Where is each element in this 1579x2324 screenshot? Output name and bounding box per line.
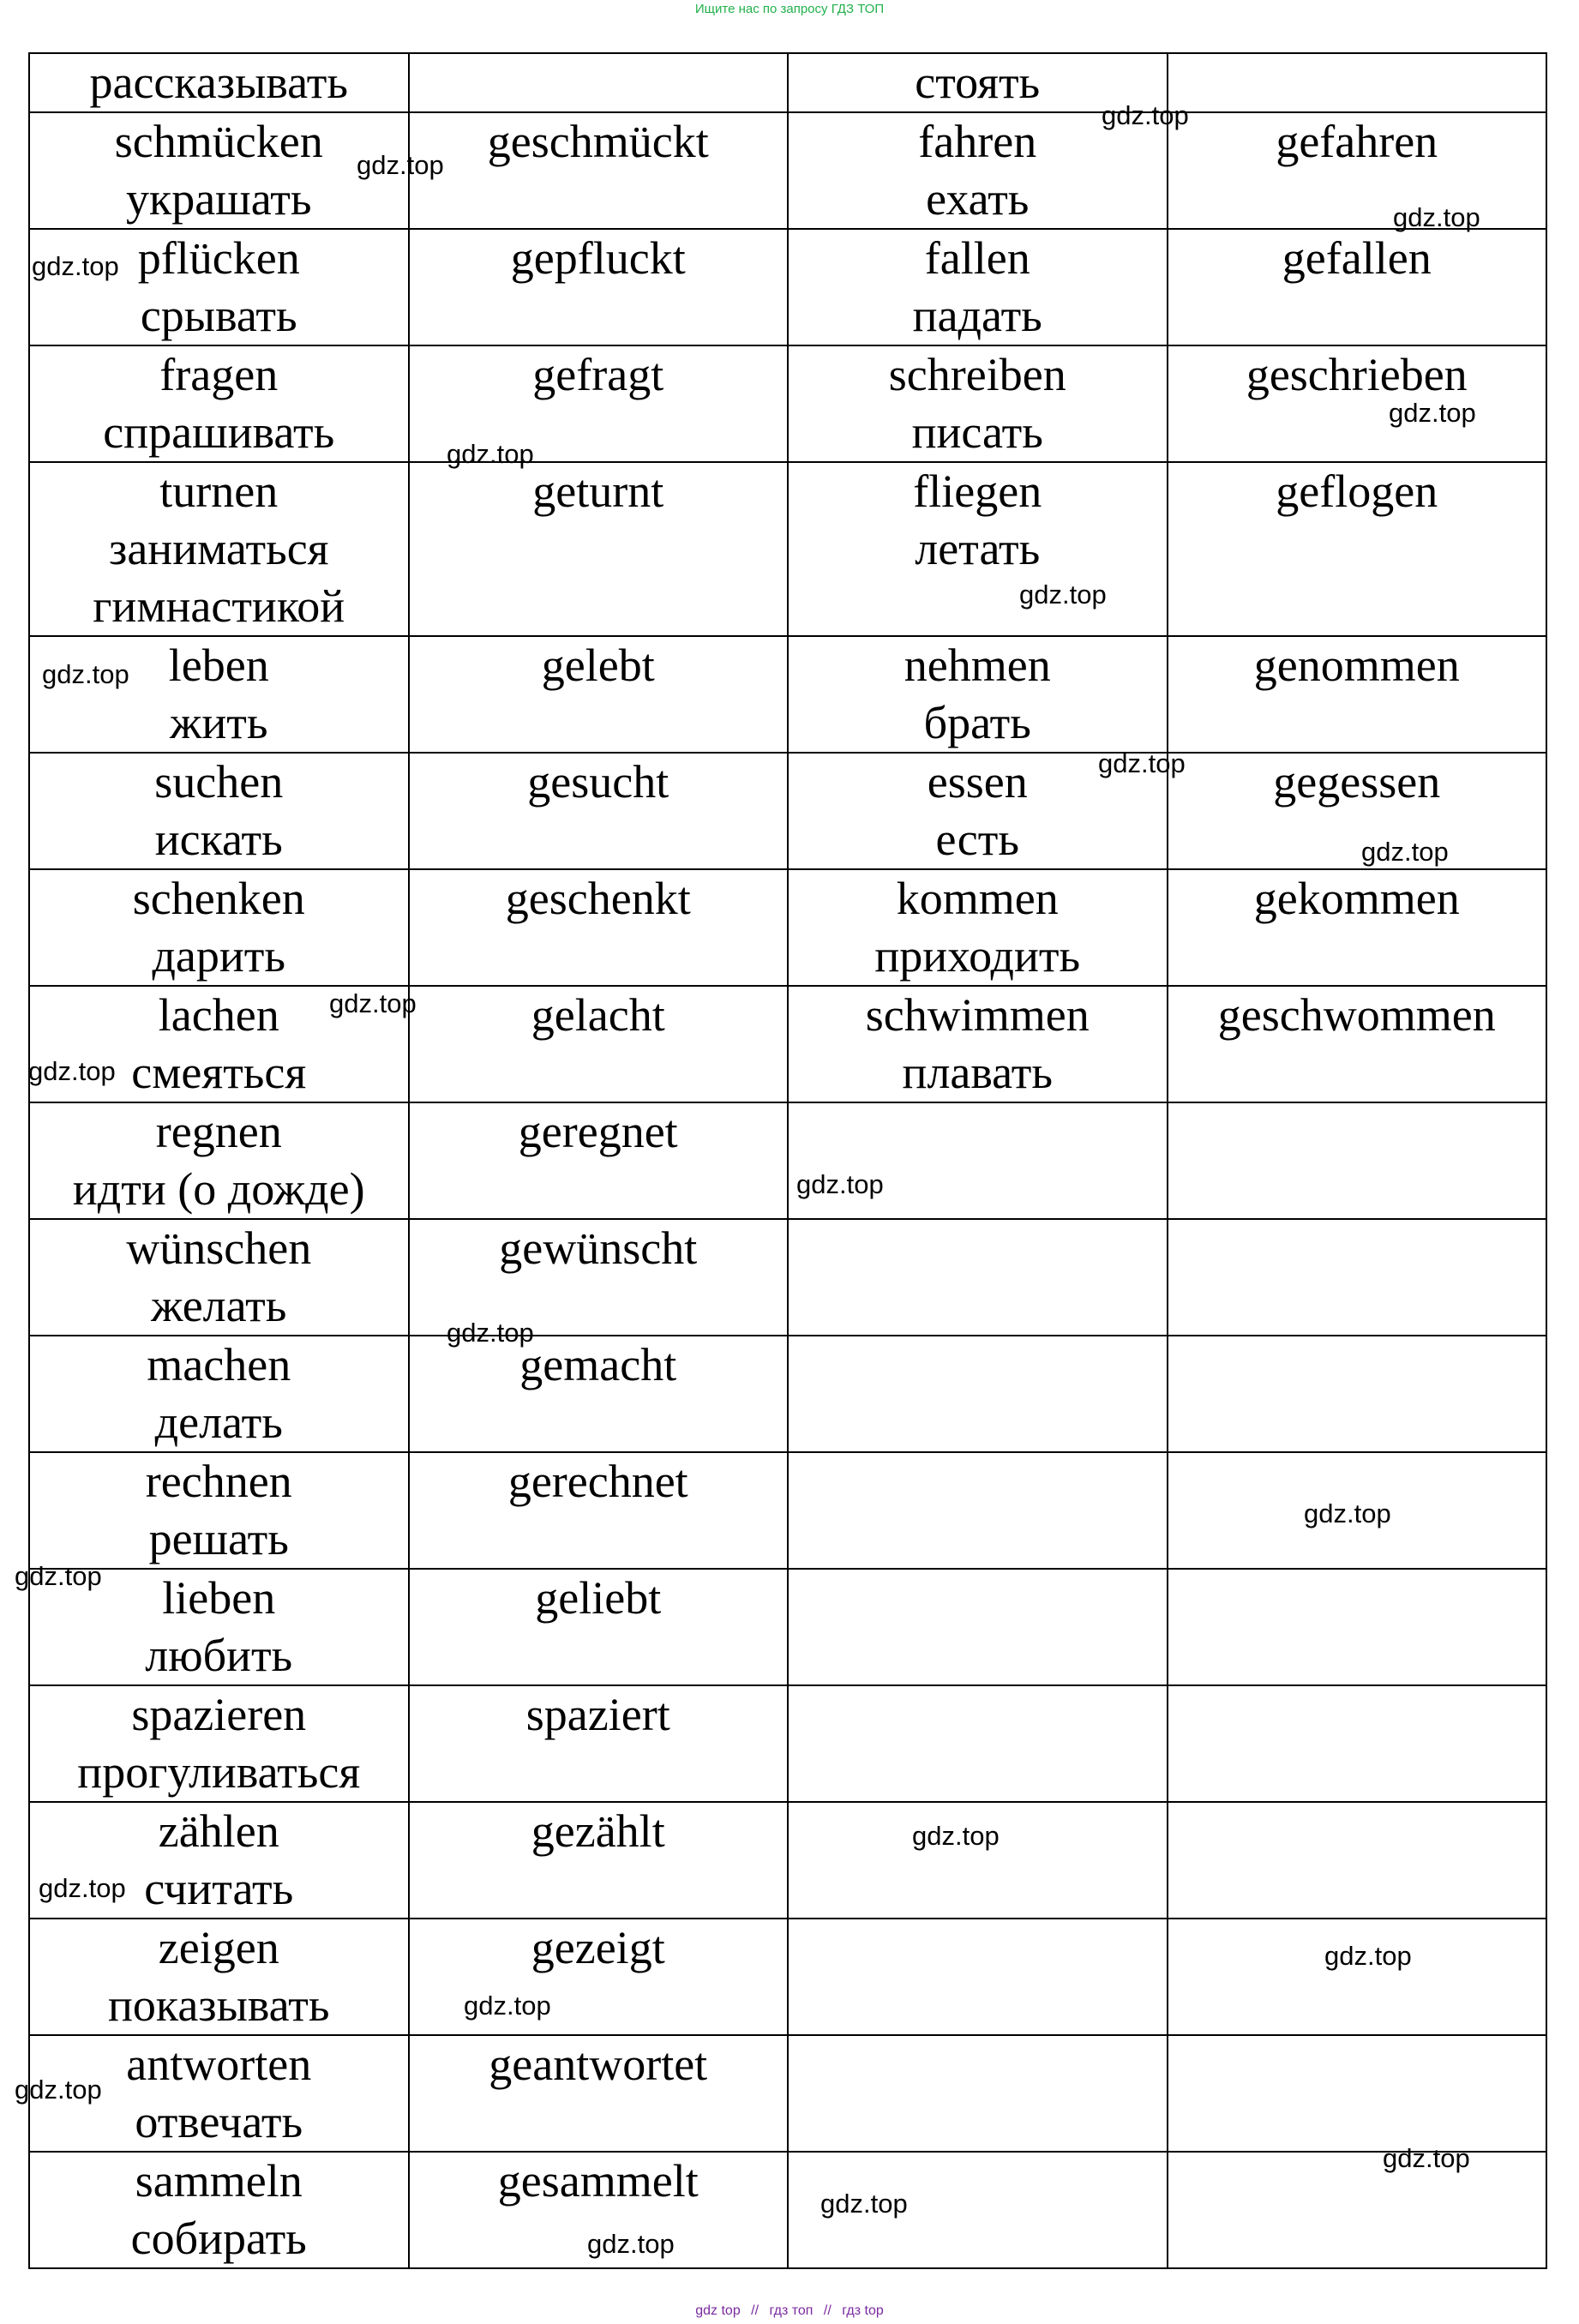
cell-line: показывать xyxy=(108,1979,330,2031)
table-row xyxy=(29,462,1546,636)
watermark: gdz.top xyxy=(447,439,534,469)
cell-line: прогуливаться xyxy=(77,1746,361,1798)
cell-line: гимнастикой xyxy=(93,580,345,632)
participle-cell xyxy=(409,1336,789,1452)
cell-line: geschrieben xyxy=(1246,349,1468,400)
cell-line: schreiben xyxy=(888,349,1066,400)
cell-line: стоять xyxy=(915,57,1041,108)
watermark: gdz.top xyxy=(329,988,417,1018)
cell-line: gekommen xyxy=(1253,873,1460,924)
footer-part: гдз top xyxy=(842,2303,884,2318)
infinitive-translation-cell xyxy=(788,1569,1168,1685)
participle-cell xyxy=(1168,1219,1547,1336)
table-row xyxy=(29,1219,1546,1336)
infinitive-translation-cell xyxy=(29,1102,409,1219)
infinitive-translation-cell xyxy=(29,1919,409,2035)
watermark: gdz.top xyxy=(1304,1498,1391,1528)
cell-line: украшать xyxy=(125,173,312,225)
participle-cell xyxy=(1168,636,1547,753)
cell-line: делать xyxy=(154,1396,283,1448)
table-row xyxy=(29,986,1546,1102)
table-row xyxy=(29,53,1546,112)
cell-line: wünschen xyxy=(126,1222,312,1274)
participle-cell xyxy=(409,53,789,112)
infinitive-translation-cell xyxy=(788,1919,1168,2035)
cell-line: gegessen xyxy=(1273,756,1441,808)
cell-line: gefahren xyxy=(1276,116,1438,167)
infinitive-translation-cell xyxy=(788,1336,1168,1452)
watermark: gdz.top xyxy=(28,1056,116,1086)
cell-line: рассказывать xyxy=(89,57,348,108)
cell-line: kommen xyxy=(896,873,1059,924)
cell-line: fliegen xyxy=(913,465,1042,517)
watermark: gdz.top xyxy=(447,1318,534,1348)
infinitive-translation-cell xyxy=(29,345,409,462)
infinitive-translation-cell xyxy=(29,2152,409,2268)
participle-cell xyxy=(1168,1802,1547,1919)
cell-line: machen xyxy=(147,1339,291,1390)
participle-cell xyxy=(1168,1919,1547,2035)
cell-line: spazieren xyxy=(131,1689,307,1740)
cell-line: gezählt xyxy=(531,1805,665,1857)
cell-line: turnen xyxy=(159,465,279,517)
watermark: gdz.top xyxy=(1393,202,1480,232)
cell-line: schmücken xyxy=(114,116,323,167)
cell-line: спрашивать xyxy=(103,406,335,458)
footer xyxy=(0,2301,1579,2321)
cell-line: sammeln xyxy=(135,2155,303,2207)
infinitive-translation-cell xyxy=(788,345,1168,462)
participle-cell xyxy=(1168,1102,1547,1219)
infinitive-translation-cell xyxy=(788,869,1168,986)
cell-line: дарить xyxy=(152,930,286,982)
cell-line: geschenkt xyxy=(505,873,691,924)
watermark: gdz.top xyxy=(1389,398,1476,428)
cell-line: regnen xyxy=(155,1106,282,1157)
participle-cell xyxy=(409,462,789,636)
cell-line: fahren xyxy=(918,116,1037,167)
footer-separator: // xyxy=(823,2303,832,2318)
cell-line: fallen xyxy=(924,232,1030,284)
watermark: gdz.top xyxy=(820,2189,908,2219)
infinitive-translation-cell xyxy=(29,1452,409,1569)
infinitive-translation-cell xyxy=(29,112,409,229)
infinitive-translation-cell xyxy=(788,1102,1168,1219)
cell-line: искать xyxy=(154,814,283,865)
participle-cell xyxy=(1168,1685,1547,1802)
infinitive-translation-cell xyxy=(788,986,1168,1102)
cell-line: geturnt xyxy=(532,465,664,517)
cell-line: gefallen xyxy=(1282,232,1432,284)
cell-line: любить xyxy=(145,1630,293,1681)
infinitive-translation-cell xyxy=(788,229,1168,345)
participle-cell xyxy=(409,1102,789,1219)
cell-line: rechnen xyxy=(145,1456,292,1507)
watermark: gdz.top xyxy=(15,1561,102,1591)
infinitive-translation-cell xyxy=(788,462,1168,636)
cell-line: падать xyxy=(912,290,1042,341)
cell-line: gewünscht xyxy=(499,1222,698,1274)
cell-line: geantwortet xyxy=(489,2039,708,2090)
cell-line: gerechnet xyxy=(507,1456,688,1507)
cell-line: geregnet xyxy=(518,1106,678,1157)
cell-line: смеяться xyxy=(131,1047,307,1098)
footer-part: гдз топ xyxy=(769,2303,814,2318)
cell-line: fragen xyxy=(159,349,279,400)
infinitive-translation-cell xyxy=(29,753,409,869)
infinitive-translation-cell xyxy=(29,53,409,112)
table-row xyxy=(29,229,1546,345)
participle-cell xyxy=(1168,869,1547,986)
participle-cell xyxy=(1168,753,1547,869)
participle-cell xyxy=(1168,345,1547,462)
watermark: gdz.top xyxy=(32,251,119,281)
cell-line: geflogen xyxy=(1276,465,1438,517)
verb-table xyxy=(28,52,1547,2269)
cell-line: geliebt xyxy=(535,1572,662,1624)
table-row xyxy=(29,2152,1546,2268)
cell-line: gelebt xyxy=(541,640,655,691)
table-row xyxy=(29,1919,1546,2035)
cell-line: spaziert xyxy=(525,1689,670,1740)
cell-line: pflücken xyxy=(137,232,300,284)
cell-line: жить xyxy=(170,697,268,748)
watermark: gdz.top xyxy=(1383,2143,1470,2173)
cell-line: zählen xyxy=(158,1805,279,1857)
table-row xyxy=(29,1569,1546,1685)
cell-line: essen xyxy=(927,756,1028,808)
table-row xyxy=(29,1336,1546,1452)
participle-cell xyxy=(1168,229,1547,345)
table-row xyxy=(29,112,1546,229)
top-banner: Ищите нас по запросу ГДЗ ТОП xyxy=(694,2,885,16)
watermark: gdz.top xyxy=(1019,579,1107,610)
cell-line: идти (о дожде) xyxy=(72,1163,365,1215)
cell-line: срывать xyxy=(140,290,297,341)
cell-line: писать xyxy=(911,406,1043,458)
watermark: gdz.top xyxy=(1098,748,1186,778)
infinitive-translation-cell xyxy=(29,869,409,986)
cell-line: schwimmen xyxy=(865,989,1090,1041)
cell-line: собирать xyxy=(130,2213,307,2264)
cell-line: gemacht xyxy=(519,1339,677,1390)
cell-line: желать xyxy=(151,1280,287,1331)
cell-line: leben xyxy=(168,640,269,691)
cell-line: отвечать xyxy=(135,2096,303,2147)
infinitive-translation-cell xyxy=(788,1685,1168,1802)
participle-cell xyxy=(409,869,789,986)
cell-line: nehmen xyxy=(904,640,1051,691)
infinitive-translation-cell xyxy=(788,1802,1168,1919)
cell-line: suchen xyxy=(154,756,284,808)
cell-line: решать xyxy=(148,1513,289,1564)
cell-line: gefragt xyxy=(532,349,664,400)
footer-part: gdz top xyxy=(695,2303,741,2318)
participle-cell xyxy=(409,753,789,869)
cell-line: ехать xyxy=(926,173,1030,225)
participle-cell xyxy=(409,986,789,1102)
table-row xyxy=(29,869,1546,986)
watermark: gdz.top xyxy=(796,1169,884,1199)
table-row xyxy=(29,636,1546,753)
cell-line: gelacht xyxy=(531,989,665,1041)
watermark: gdz.top xyxy=(1102,100,1189,130)
infinitive-translation-cell xyxy=(788,1452,1168,1569)
watermark: gdz.top xyxy=(357,150,444,180)
table-row xyxy=(29,1802,1546,1919)
table-row xyxy=(29,2035,1546,2152)
participle-cell xyxy=(409,112,789,229)
participle-cell xyxy=(409,636,789,753)
participle-cell xyxy=(409,2035,789,2152)
participle-cell xyxy=(1168,1569,1547,1685)
cell-line: geschmückt xyxy=(487,116,709,167)
infinitive-translation-cell xyxy=(29,1685,409,1802)
watermark: gdz.top xyxy=(464,1991,551,2021)
footer-separator: // xyxy=(751,2303,759,2318)
participle-cell xyxy=(1168,1336,1547,1452)
table-row xyxy=(29,753,1546,869)
participle-cell xyxy=(409,1685,789,1802)
cell-line: брать xyxy=(923,697,1031,748)
table-row xyxy=(29,345,1546,462)
table-row xyxy=(29,1685,1546,1802)
participle-cell xyxy=(1168,986,1547,1102)
cell-line: плавать xyxy=(902,1047,1053,1098)
cell-line: lieben xyxy=(162,1572,276,1624)
cell-line: есть xyxy=(935,814,1019,865)
watermark: gdz.top xyxy=(1324,1941,1412,1971)
cell-line: geschwommen xyxy=(1217,989,1496,1041)
participle-cell xyxy=(1168,462,1547,636)
cell-line: genommen xyxy=(1253,640,1460,691)
participle-cell xyxy=(409,1802,789,1919)
cell-line: schenken xyxy=(132,873,305,924)
participle-cell xyxy=(409,229,789,345)
cell-line: летать xyxy=(915,523,1041,574)
infinitive-translation-cell xyxy=(29,636,409,753)
cell-line: приходить xyxy=(874,930,1081,982)
watermark: gdz.top xyxy=(39,1873,126,1903)
cell-line: gezeigt xyxy=(531,1922,665,1973)
watermark: gdz.top xyxy=(15,2075,102,2105)
cell-line: заниматься xyxy=(109,523,329,574)
participle-cell xyxy=(409,1452,789,1569)
infinitive-translation-cell xyxy=(29,1219,409,1336)
infinitive-translation-cell xyxy=(788,636,1168,753)
infinitive-translation-cell xyxy=(29,462,409,636)
cell-line: lachen xyxy=(158,989,279,1041)
infinitive-translation-cell xyxy=(788,2035,1168,2152)
participle-cell xyxy=(1168,2152,1547,2268)
watermark: gdz.top xyxy=(912,1821,1000,1851)
participle-cell xyxy=(409,1569,789,1685)
watermark: gdz.top xyxy=(42,659,129,689)
watermark: gdz.top xyxy=(587,2229,675,2259)
infinitive-translation-cell xyxy=(788,1219,1168,1336)
cell-line: gesammelt xyxy=(497,2155,699,2207)
cell-line: gesucht xyxy=(527,756,669,808)
participle-cell xyxy=(1168,2035,1547,2152)
infinitive-translation-cell xyxy=(29,1336,409,1452)
cell-line: gepfluckt xyxy=(510,232,686,284)
cell-line: antworten xyxy=(126,2039,312,2090)
cell-line: считать xyxy=(144,1863,294,1914)
watermark: gdz.top xyxy=(1361,837,1449,867)
infinitive-translation-cell xyxy=(29,229,409,345)
participle-cell xyxy=(1168,53,1547,112)
cell-line: zeigen xyxy=(158,1922,279,1973)
table-row xyxy=(29,1102,1546,1219)
participle-cell xyxy=(1168,112,1547,229)
